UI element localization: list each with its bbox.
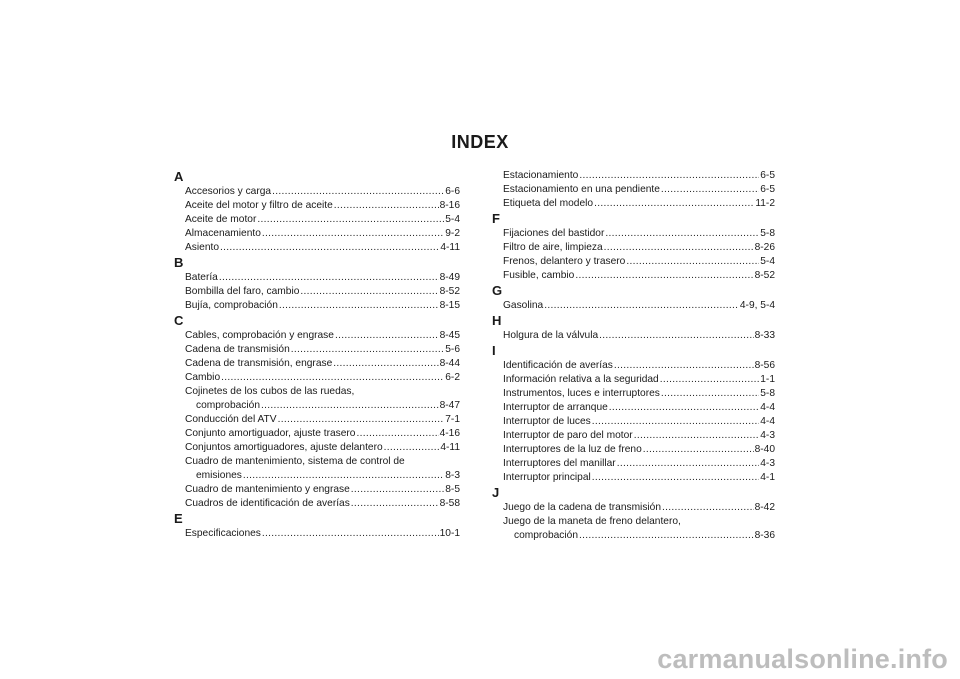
entry-page-number: 8-58 — [439, 498, 460, 509]
entry-text: Especificaciones — [185, 528, 261, 539]
entry-page-number: 1-1 — [760, 374, 775, 385]
entry-page-number: 8-47 — [439, 400, 460, 411]
entry-page-number: 11-2 — [755, 198, 775, 209]
entry-page-number: 4-11 — [440, 442, 460, 453]
entry-page-number: 10-1 — [439, 528, 460, 539]
entry-heading: Cuadro de mantenimiento, sistema de control de — [185, 456, 405, 467]
page-title: INDEX — [451, 132, 509, 152]
index-entry[interactable] — [492, 255, 775, 269]
entry-heading: Juego de la maneta de freno delantero, — [503, 516, 681, 527]
entry-text: Interruptores del manillar — [503, 458, 616, 469]
entry-text: Frenos, delantero y trasero — [503, 256, 626, 267]
index-entry[interactable] — [492, 471, 775, 485]
watermark: carmanualsonline.info — [657, 644, 948, 674]
index-entry[interactable] — [174, 185, 460, 199]
index-entry[interactable] — [492, 387, 775, 401]
entry-text: Información relativa a la seguridad — [503, 374, 659, 385]
entry-text: Almacenamiento — [185, 228, 261, 239]
section-letter: F — [492, 211, 500, 226]
entry-text: Instrumentos, luces e interruptores — [503, 388, 660, 399]
entry-text: comprobación — [514, 530, 578, 541]
entry-text: comprobación — [196, 400, 260, 411]
section-letter: C — [174, 313, 184, 328]
entry-text: Etiqueta del modelo — [503, 198, 594, 209]
entry-heading: Cojinetes de los cubos de las ruedas, — [185, 386, 355, 397]
dot-leader — [575, 269, 753, 283]
index-entry[interactable] — [492, 443, 775, 457]
index-entry[interactable] — [174, 527, 460, 541]
index-entry[interactable] — [174, 441, 460, 455]
index-column-right — [492, 169, 775, 543]
index-entry[interactable] — [174, 385, 460, 413]
dot-leader — [599, 329, 753, 343]
dot-leader — [220, 241, 439, 255]
dot-leader — [605, 227, 759, 241]
dot-leader — [544, 299, 739, 313]
section-letter: A — [174, 169, 184, 184]
entry-page-number: 4-3 — [760, 458, 775, 469]
index-entry[interactable] — [174, 285, 460, 299]
dot-leader — [261, 399, 439, 413]
entry-text: Cuadros de identificación de averías — [185, 498, 350, 509]
entry-page-number: 4-4 — [760, 402, 775, 413]
dot-leader — [592, 471, 759, 485]
entry-page-number: 6-5 — [760, 184, 775, 195]
index-entry[interactable] — [492, 183, 775, 197]
dot-leader — [279, 299, 439, 313]
section-letter: I — [492, 343, 496, 358]
dot-leader — [634, 429, 760, 443]
entry-text: Interruptor de paro del motor — [503, 430, 633, 441]
entry-text: Cadena de transmisión — [185, 344, 290, 355]
entry-text: emisiones — [196, 470, 242, 481]
entry-text: Batería — [185, 272, 218, 283]
index-entry[interactable] — [174, 427, 460, 441]
index-entry[interactable] — [174, 497, 460, 511]
entry-text: Bombilla del faro, cambio — [185, 286, 300, 297]
entry-page-number: 5-6 — [445, 344, 460, 355]
dot-leader — [579, 529, 754, 543]
entry-page-number: 6-6 — [445, 186, 460, 197]
entry-page-number: 8-33 — [754, 330, 775, 341]
section-letter: J — [492, 485, 500, 500]
dot-leader — [661, 387, 759, 401]
dot-leader — [333, 357, 438, 371]
entry-page-number: 8-3 — [445, 470, 460, 481]
dot-leader — [661, 183, 759, 197]
dot-leader — [272, 185, 444, 199]
index-entry[interactable] — [492, 227, 775, 241]
entry-text: Estacionamiento — [503, 170, 579, 181]
index-entry[interactable] — [492, 241, 775, 255]
entry-text: Interruptor de arranque — [503, 402, 608, 413]
entry-text: Bujía, comprobación — [185, 300, 278, 311]
entry-text: Accesorios y carga — [185, 186, 272, 197]
dot-leader — [291, 343, 445, 357]
entry-page-number: 5-8 — [760, 388, 775, 399]
dot-leader — [334, 199, 439, 213]
entry-text: Identificación de averías — [503, 360, 613, 371]
entry-page-number: 8-42 — [754, 502, 775, 513]
index-entry[interactable] — [174, 271, 460, 285]
dot-leader — [278, 413, 445, 427]
dot-leader — [262, 227, 444, 241]
entry-text: Interruptores de la luz de freno — [503, 444, 642, 455]
index-entry[interactable] — [174, 299, 460, 313]
index-entry[interactable] — [174, 357, 460, 371]
entry-page-number: 7-1 — [445, 414, 460, 425]
entry-text: Cables, comprobación y engrase — [185, 330, 334, 341]
dot-leader — [594, 197, 754, 211]
dot-leader — [614, 359, 754, 373]
entry-text: Gasolina — [503, 300, 544, 311]
entry-text: Fusible, cambio — [503, 270, 575, 281]
entry-text: Estacionamiento en una pendiente — [503, 184, 660, 195]
entry-page-number: 4-3 — [760, 430, 775, 441]
section-letter: G — [492, 283, 503, 298]
entry-text: Cambio — [185, 372, 221, 383]
index-entry[interactable] — [492, 269, 775, 283]
section-letter: H — [492, 313, 502, 328]
index-entry[interactable] — [174, 371, 460, 385]
index-entry[interactable] — [174, 455, 460, 483]
entry-text: Cuadro de mantenimiento y engrase — [185, 484, 350, 495]
index-entry[interactable] — [492, 401, 775, 415]
section-letter: B — [174, 255, 184, 270]
index-entry[interactable] — [492, 169, 775, 183]
index-entry[interactable] — [492, 299, 775, 313]
index-entry[interactable] — [492, 197, 775, 211]
entry-text: Holgura de la válvula — [503, 330, 599, 341]
index-entry[interactable] — [492, 457, 775, 471]
index-entry[interactable] — [174, 413, 460, 427]
index-entry[interactable] — [492, 373, 775, 387]
entry-page-number: 8-40 — [754, 444, 775, 455]
entry-text: Interruptor de luces — [503, 416, 591, 427]
index-entry[interactable] — [174, 483, 460, 497]
index-entry[interactable] — [492, 501, 775, 515]
entry-page-number: 8-49 — [439, 272, 460, 283]
dot-leader — [626, 255, 759, 269]
dot-leader — [356, 427, 438, 441]
index-entry[interactable] — [492, 429, 775, 443]
entry-text: Interruptor principal — [503, 472, 591, 483]
entry-page-number: 5-4 — [760, 256, 775, 267]
dot-leader — [219, 271, 439, 285]
dot-leader — [221, 371, 444, 385]
dot-leader — [384, 441, 440, 455]
entry-text: Conducción del ATV — [185, 414, 277, 425]
index-entry[interactable] — [174, 199, 460, 213]
index-entry[interactable] — [174, 213, 460, 227]
dot-leader — [579, 169, 759, 183]
entry-page-number: 4-9, 5-4 — [739, 300, 775, 311]
entry-page-number: 4-16 — [439, 428, 460, 439]
index-entry[interactable] — [174, 343, 460, 357]
dot-leader — [662, 501, 754, 515]
entry-page-number: 8-52 — [754, 270, 775, 281]
dot-leader — [257, 213, 444, 227]
dot-leader — [617, 457, 760, 471]
entry-page-number: 8-16 — [439, 200, 460, 211]
entry-page-number: 5-8 — [760, 228, 775, 239]
entry-text: Fijaciones del bastidor — [503, 228, 605, 239]
entry-text: Cadena de transmisión, engrase — [185, 358, 333, 369]
dot-leader — [300, 285, 438, 299]
dot-leader — [262, 527, 439, 541]
dot-leader — [609, 401, 759, 415]
entry-page-number: 4-4 — [760, 416, 775, 427]
index-entry[interactable] — [492, 359, 775, 373]
dot-leader — [604, 241, 754, 255]
entry-text: Asiento — [185, 242, 219, 253]
index-entry[interactable] — [174, 227, 460, 241]
dot-leader — [351, 483, 444, 497]
dot-leader — [351, 497, 439, 511]
entry-page-number: 8-56 — [754, 360, 775, 371]
entry-page-number: 5-4 — [445, 214, 460, 225]
entry-text: Conjuntos amortiguadores, ajuste delantero — [185, 442, 383, 453]
dot-leader — [643, 443, 754, 457]
entry-page-number: 4-1 — [760, 472, 775, 483]
dot-leader — [243, 469, 444, 483]
dot-leader — [335, 329, 439, 343]
entry-page-number: 8-44 — [439, 358, 460, 369]
entry-page-number: 8-45 — [439, 330, 460, 341]
entry-page-number: 9-2 — [445, 228, 460, 239]
entry-text: Filtro de aire, limpieza — [503, 242, 603, 253]
entry-page-number: 8-5 — [445, 484, 460, 495]
entry-page-number: 6-5 — [760, 170, 775, 181]
section-letter: E — [174, 511, 183, 526]
index-entry[interactable] — [492, 415, 775, 429]
entry-page-number: 8-52 — [439, 286, 460, 297]
entry-page-number: 6-2 — [445, 372, 460, 383]
index-entry[interactable] — [174, 241, 460, 255]
index-entry[interactable] — [492, 329, 775, 343]
entry-text: Aceite de motor — [185, 214, 257, 225]
entry-page-number: 8-36 — [754, 530, 775, 541]
index-entry[interactable] — [174, 329, 460, 343]
entry-text: Aceite del motor y filtro de aceite — [185, 200, 333, 211]
entry-page-number: 8-15 — [439, 300, 460, 311]
entry-page-number: 8-26 — [754, 242, 775, 253]
dot-leader — [592, 415, 759, 429]
dot-leader — [660, 373, 760, 387]
entry-text: Conjunto amortiguador, ajuste trasero — [185, 428, 356, 439]
entry-text: Juego de la cadena de transmisión — [503, 502, 662, 513]
entry-page-number: 4-11 — [440, 242, 460, 253]
index-entry[interactable] — [492, 515, 775, 543]
index-column-left — [174, 169, 460, 541]
